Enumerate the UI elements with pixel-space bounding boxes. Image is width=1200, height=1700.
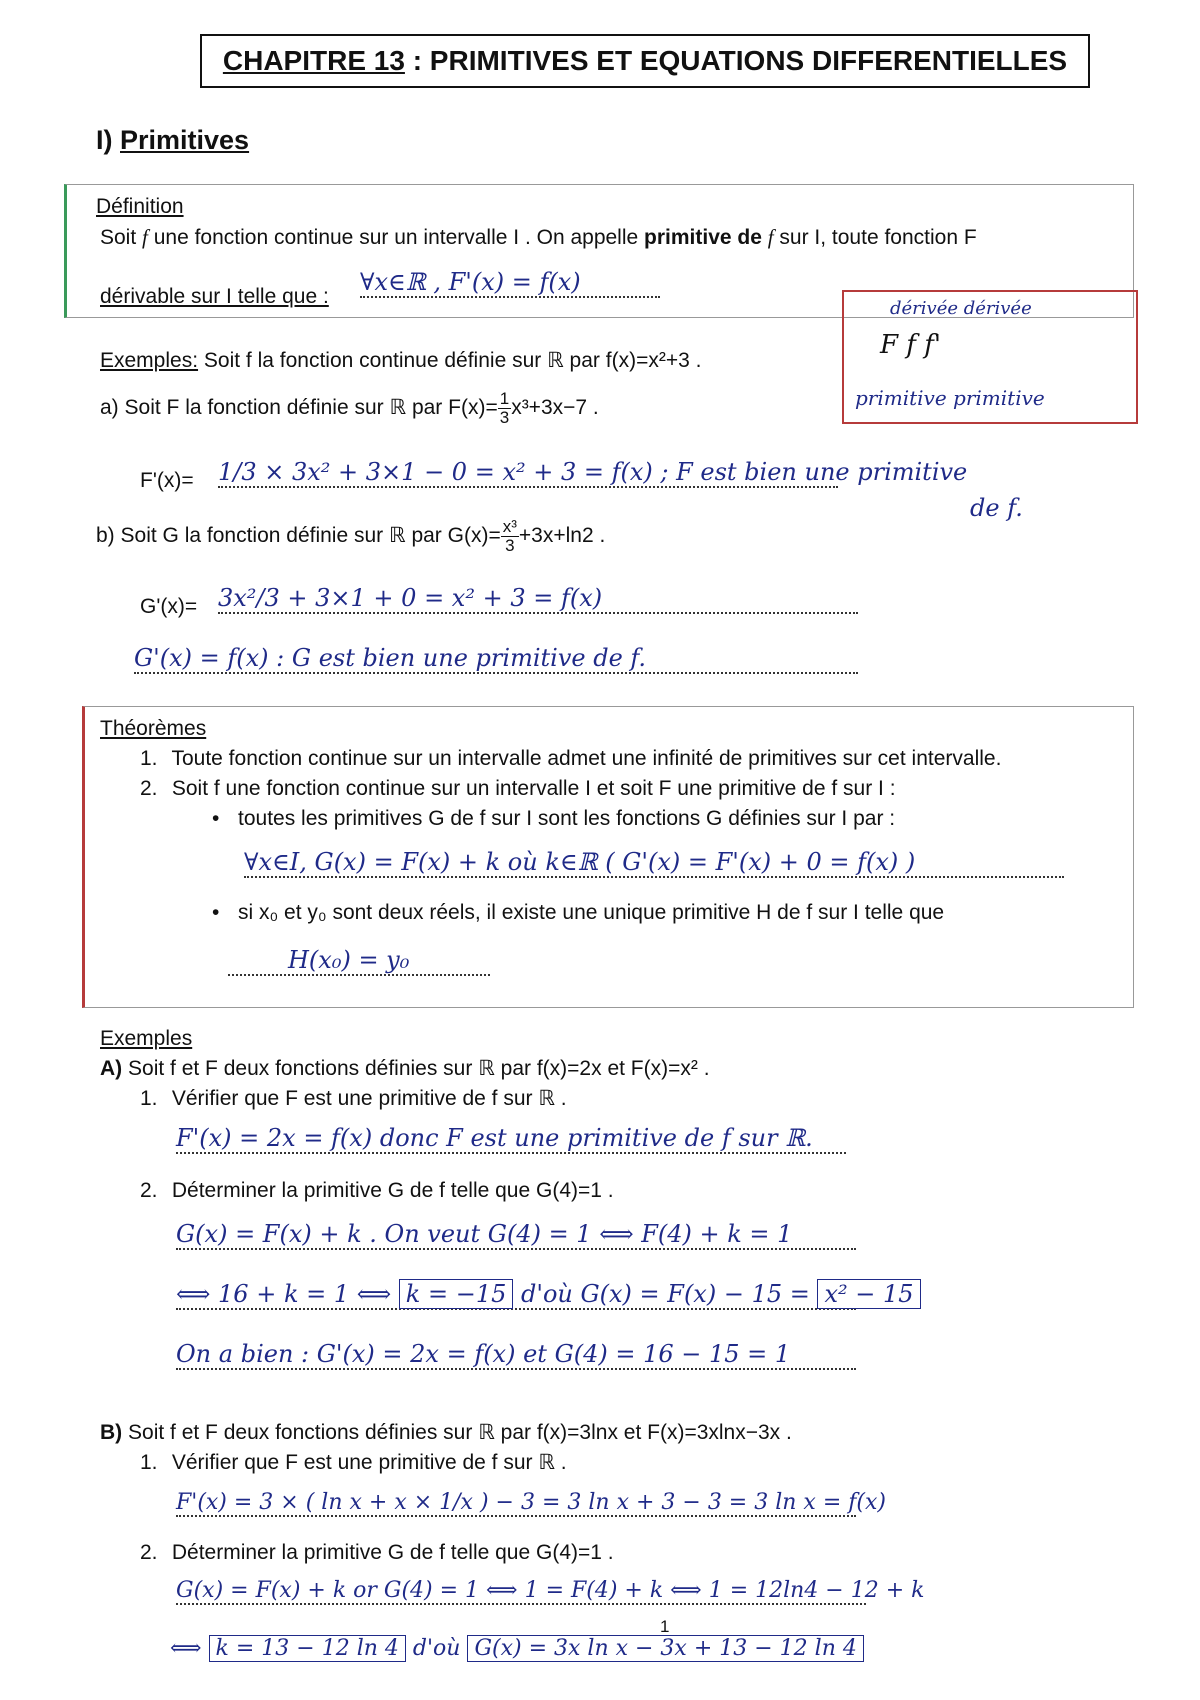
def-line2-text: dérivable sur I telle que : [100,285,329,308]
example-A1 [140,1086,567,1112]
definition-handwritten: ∀x∈ℝ , F'(x) = f(x) [360,268,660,298]
example-a-fraction [498,390,511,427]
A2-hw2-b: d'où G(x) = F(x) − 15 = [513,1280,818,1308]
theorem-1 [140,746,1001,772]
Fprime-handwritten-2: de f. [970,494,1023,522]
bullet-1-handwritten: ∀x∈I, G(x) = F(x) + k où k∈ℝ ( G'(x) = F'(x) + 0 = f(x) ) [244,848,1064,878]
A2-boxed-k: k = −15 [399,1279,514,1309]
chapter-title-rest: : PRIMITIVES ET EQUATIONS DIFFERENTIELLES [404,45,1068,76]
exemples1-heading: Exemples: [100,349,199,372]
example-a-text: a) Soit F la fonction définie sur ℝ par F(x)= [100,395,498,419]
page-number: 1 [660,1617,670,1636]
example-b-text: b) Soit G la fonction définie sur ℝ par G(x)= [96,523,501,547]
exemples2-heading: Exemples [100,1027,193,1050]
bullet-2-handwritten: H(x₀) = y₀ [228,946,490,976]
example-B1-text: Vérifier que F est une primitive de f sur ℝ . [171,1451,567,1474]
theorem-2-num: 2. [140,777,158,800]
def-text-a: Soit [100,226,143,249]
diagram-top-label: dérivée dérivée [890,298,1032,319]
definition-line2 [100,284,329,310]
example-A1-handwritten: F'(x) = 2x = f(x) donc F est une primitive de f sur ℝ. [176,1124,846,1154]
bullet-icon: • [212,807,220,830]
example-A2 [140,1178,614,1204]
def-text-c: sur I, toute fonction F [773,226,977,249]
def-f2: f [767,225,774,249]
example-A2-handwritten-3: On a bien : G'(x) = 2x = f(x) et G(4) = 16 − 15 = 1 [176,1340,856,1370]
example-A [100,1056,710,1082]
diagram-bottom-label: primitive primitive [855,386,1045,410]
def-bold: primitive de [644,226,768,249]
bullet-1-text: toutes les primitives G de f sur I sont les fonctions G définies sur I par : [238,807,896,830]
frac-den: 3 [499,407,510,427]
B2-hw2-a: ⟺ [170,1636,209,1661]
section-label: Primitives [120,125,250,155]
example-B1 [140,1450,567,1476]
theorem-bullet-2 [212,900,944,926]
theorem-1-text: Toute fonction continue sur un intervalle admet une infinité de primitives sur cet intervalle. [171,747,1002,770]
B2-boxed-G: G(x) = 3x ln x − 3x + 13 − 12 ln 4 [467,1635,863,1662]
theorem-2 [140,776,896,802]
example-B-label: B) [100,1421,123,1444]
theorem-1-num: 1. [140,747,158,770]
theorem-2-text: Soit f une fonction continue sur un intervalle I et soit F une primitive de f sur I : [171,777,896,800]
example-a-rest: x³+3x−7 . [511,395,599,419]
Fprime-label: F'(x)= [140,469,194,492]
B2-boxed-k: k = 13 − 12 ln 4 [209,1635,406,1662]
example-B1-num: 1. [140,1451,158,1474]
exemples1-text: Soit f la fonction continue définie sur ℝ par f(x)=x²+3 . [198,349,702,372]
theorem-bullet-1 [212,806,895,832]
Gprime-handwritten: 3x²/3 + 3×1 + 0 = x² + 3 = f(x) [218,584,858,614]
definition-line1 [100,224,977,251]
example-A2-num: 2. [140,1179,158,1202]
Gprime-label: G'(x)= [140,595,198,618]
example-B2 [140,1540,614,1566]
example-A-text: Soit f et F deux fonctions définies sur ℝ par f(x)=2x et F(x)=x² . [122,1057,710,1080]
B2-hw2-b: d'où [405,1636,468,1661]
frac-num: 1 [499,389,510,408]
example-B-text: Soit f et F deux fonctions définies sur ℝ par f(x)=3lnx et F(x)=3xlnx−3x . [122,1421,792,1444]
Gprime-handwritten-2: G'(x) = f(x) : G est bien une primitive de f. [134,644,858,674]
example-b-fraction [501,518,519,555]
chapter-title [200,34,1090,88]
example-a [100,390,599,427]
bullet-icon: • [212,901,220,924]
example-A1-text: Vérifier que F est une primitive de f sur ℝ . [171,1087,567,1110]
diagram-letters: F f f' [880,330,941,360]
example-A-label: A) [100,1057,123,1080]
example-A1-num: 1. [140,1087,158,1110]
exemples1-intro [100,348,701,374]
example-b-rest: +3x+ln2 . [518,523,606,547]
example-B2-text: Déterminer la primitive G de f telle que G(4)=1 . [171,1541,614,1564]
example-B2-handwritten-1: G(x) = F(x) + k or G(4) = 1 ⟺ 1 = F(4) + k ⟺ 1 = 12ln4 − 12 + k [176,1578,925,1603]
definition-heading: Définition [96,195,184,218]
example-B1-handwritten: F'(x) = 3 × ( ln x + x × 1/x ) − 3 = 3 ln x + 3 − 3 = 3 ln x = f(x) [176,1490,886,1515]
example-B [100,1420,792,1446]
theoremes-heading: Théorèmes [100,717,207,740]
example-b [96,518,605,555]
frac-den: 3 [505,535,515,555]
section-heading [96,125,249,156]
chapter-number: CHAPITRE 13 [222,45,405,76]
example-A2-text: Déterminer la primitive G de f telle que G(4)=1 . [171,1179,614,1202]
example-B2-num: 2. [140,1541,158,1564]
bullet-2-text: si x₀ et y₀ sont deux réels, il existe une unique primitive H de f sur I telle que [238,901,945,924]
def-text-b: une fonction continue sur un intervalle I . On appelle [147,226,645,249]
section-number: I) [96,125,120,155]
example-A2-handwritten-1: G(x) = F(x) + k . On veut G(4) = 1 ⟺ F(4) + k = 1 [176,1220,856,1250]
frac-num: x³ [502,517,517,536]
def-f: f [142,225,148,249]
example-A2-handwritten-2 [176,1280,914,1310]
Fprime-handwritten: 1/3 × 3x² + 3×1 − 0 = x² + 3 = f(x) ; F est bien une primitive [218,458,968,486]
A2-boxed-G: x² − 15 [817,1279,920,1309]
A2-hw2-a: ⟺ 16 + k = 1 ⟺ [176,1280,399,1308]
example-B2-handwritten-2 [170,1636,864,1661]
